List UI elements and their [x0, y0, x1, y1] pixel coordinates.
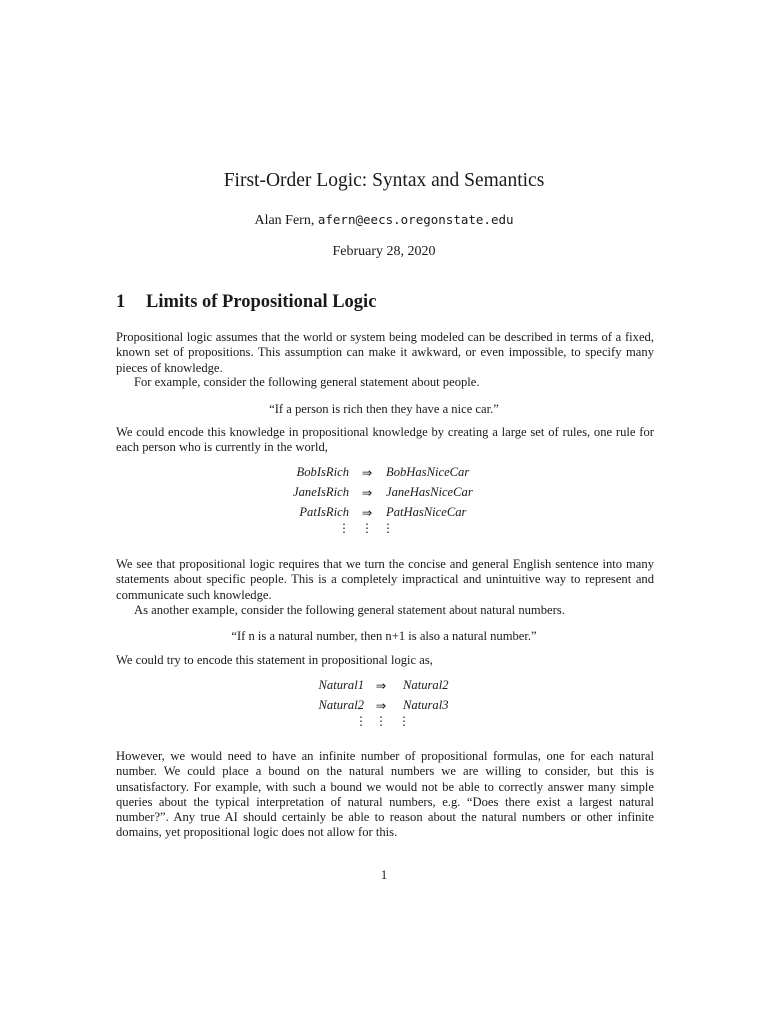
implies-symbol: ⇒	[361, 506, 373, 520]
vdots-op: ⋮	[361, 521, 373, 535]
section-title: Limits of Propositional Logic	[146, 292, 377, 312]
page-number: 1	[380, 868, 388, 882]
equation-lhs: BobIsRich	[296, 465, 349, 479]
equation-row	[0, 465, 768, 485]
vdots-rhs: ⋮	[398, 714, 410, 728]
document-date: February 28, 2020	[332, 244, 436, 259]
equation-rhs: PatHasNiceCar	[386, 505, 467, 519]
document-title: First-Order Logic: Syntax and Semantics	[223, 170, 545, 191]
equation-lhs: PatIsRich	[299, 505, 349, 519]
vdots-row	[0, 714, 768, 738]
equation-block-1	[0, 465, 768, 545]
author-email[interactable]: afern@eecs.oregonstate.edu	[317, 212, 514, 227]
author-line	[0, 212, 768, 229]
equation-lhs: Natural1	[318, 678, 364, 692]
equation-lhs: Natural2	[318, 698, 364, 712]
equation-rhs: Natural2	[403, 678, 449, 692]
paragraph-7: However, we would need to have an infinite number of propositional formulas, one for each natural number. We could place a bound on the natural numbers we are willing to consider, but this is unsatisfactory. For example, with such a bound we would not be able to correctly answer many simple queries about the typical interpretation of natural numbers, e.g. “Does there exist a largest natural number?”. Any true AI should certainly be able to reason about the natural numbers or other infinite domains, yet propositional logic does not allow for this.	[116, 749, 654, 840]
section-number: 1	[116, 292, 126, 312]
implies-symbol: ⇒	[375, 699, 387, 713]
implies-symbol: ⇒	[375, 679, 387, 693]
paragraph-3: We could encode this knowledge in propositional knowledge by creating a large set of rules, one rule for each person who is currently in the world,	[116, 425, 654, 455]
implies-symbol: ⇒	[361, 486, 373, 500]
equation-row	[0, 485, 768, 505]
equation-rhs: Natural3	[403, 698, 449, 712]
vdots-lhs: ⋮	[355, 714, 367, 728]
equation-lhs: JaneIsRich	[293, 485, 349, 499]
vdots-rhs: ⋮	[382, 521, 394, 535]
quote-1: “If a person is rich then they have a nice car.”	[269, 402, 499, 416]
paragraph-6: We could try to encode this statement in propositional logic as,	[116, 653, 433, 667]
paragraph-5: As another example, consider the following general statement about natural numbers.	[134, 603, 565, 617]
equation-row	[0, 678, 768, 698]
vdots-op: ⋮	[375, 714, 387, 728]
section-heading	[116, 292, 376, 313]
equation-rhs: JaneHasNiceCar	[386, 485, 473, 499]
paragraph-1: Propositional logic assumes that the world or system being modeled can be described in terms of a fixed, known set of propositions. This assumption can make it awkward, or even impossible, to specify many pieces of knowledge.	[116, 330, 654, 375]
vdots-lhs: ⋮	[338, 521, 350, 535]
equation-block-2	[0, 678, 768, 738]
vdots-row	[0, 521, 768, 545]
quote-2: “If n is a natural number, then n+1 is also a natural number.”	[231, 629, 537, 643]
paragraph-4: We see that propositional logic requires that we turn the concise and general English sentence into many statements about specific people. This is a completely impractical and unintuitive way to represent and communicate such knowledge.	[116, 557, 654, 602]
equation-rhs: BobHasNiceCar	[386, 465, 470, 479]
paragraph-2: For example, consider the following general statement about people.	[134, 375, 480, 389]
implies-symbol: ⇒	[361, 466, 373, 480]
author-name: Alan Fern,	[254, 213, 315, 228]
